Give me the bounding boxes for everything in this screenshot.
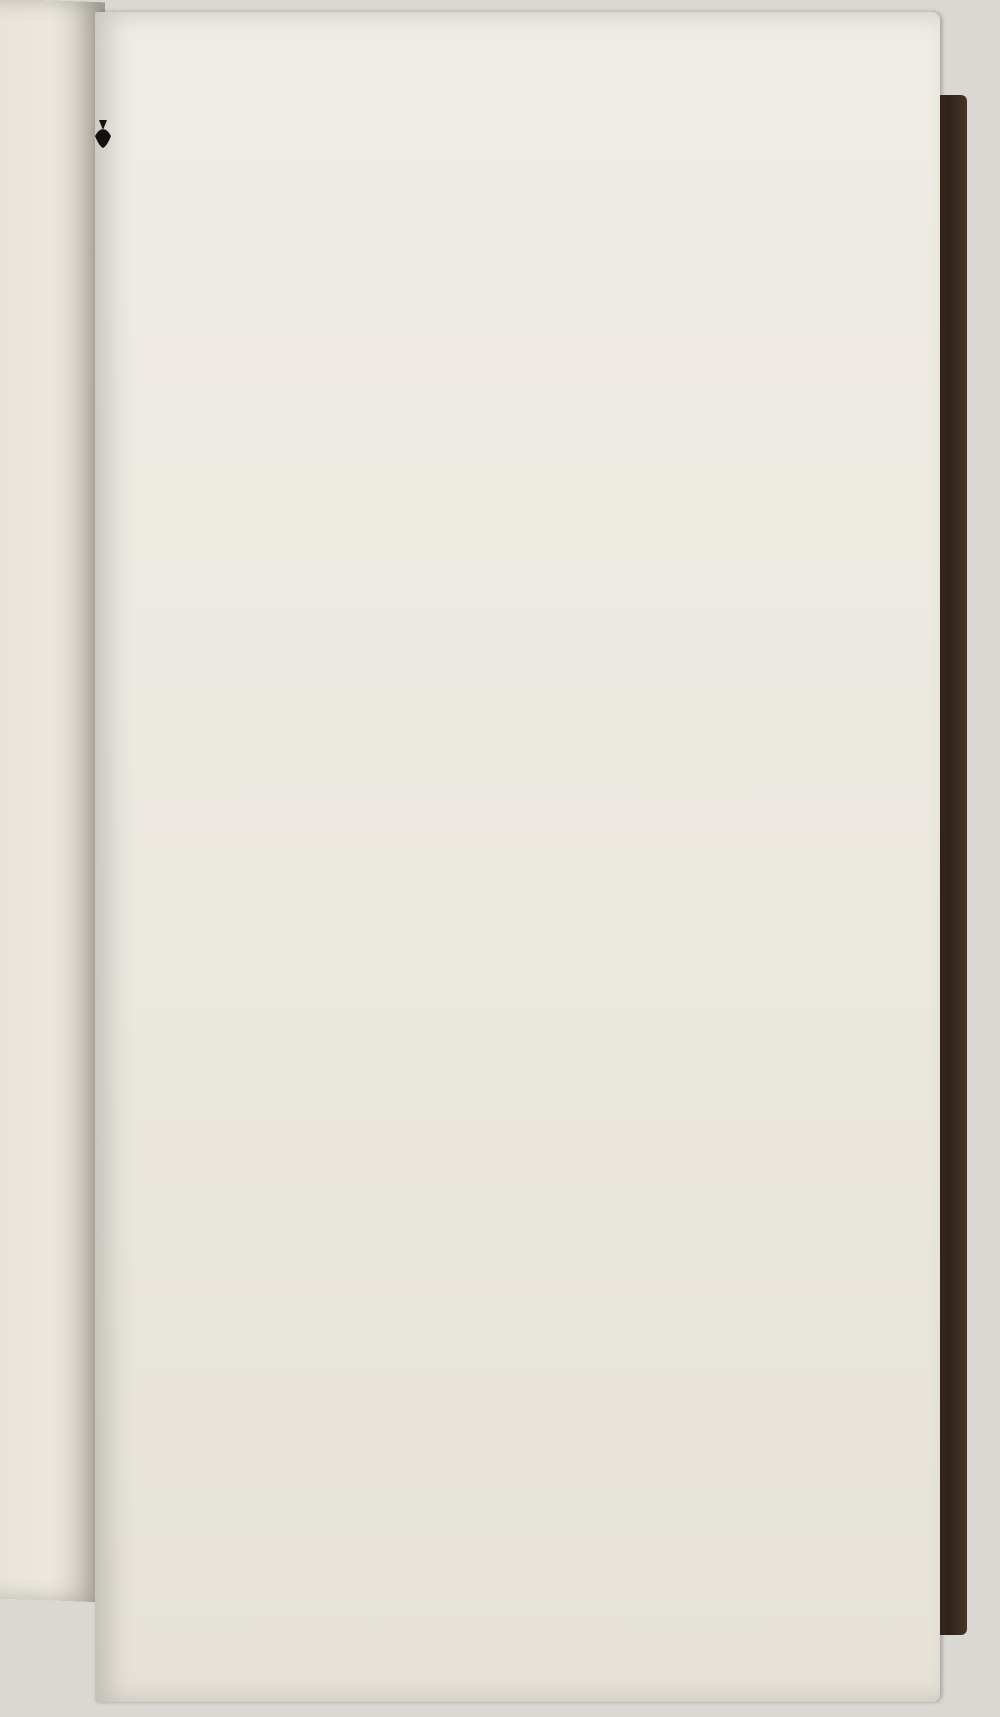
left-page bbox=[0, 0, 105, 1602]
left-page-text bbox=[0, 0, 90, 1702]
headpiece-ornament bbox=[95, 118, 695, 270]
